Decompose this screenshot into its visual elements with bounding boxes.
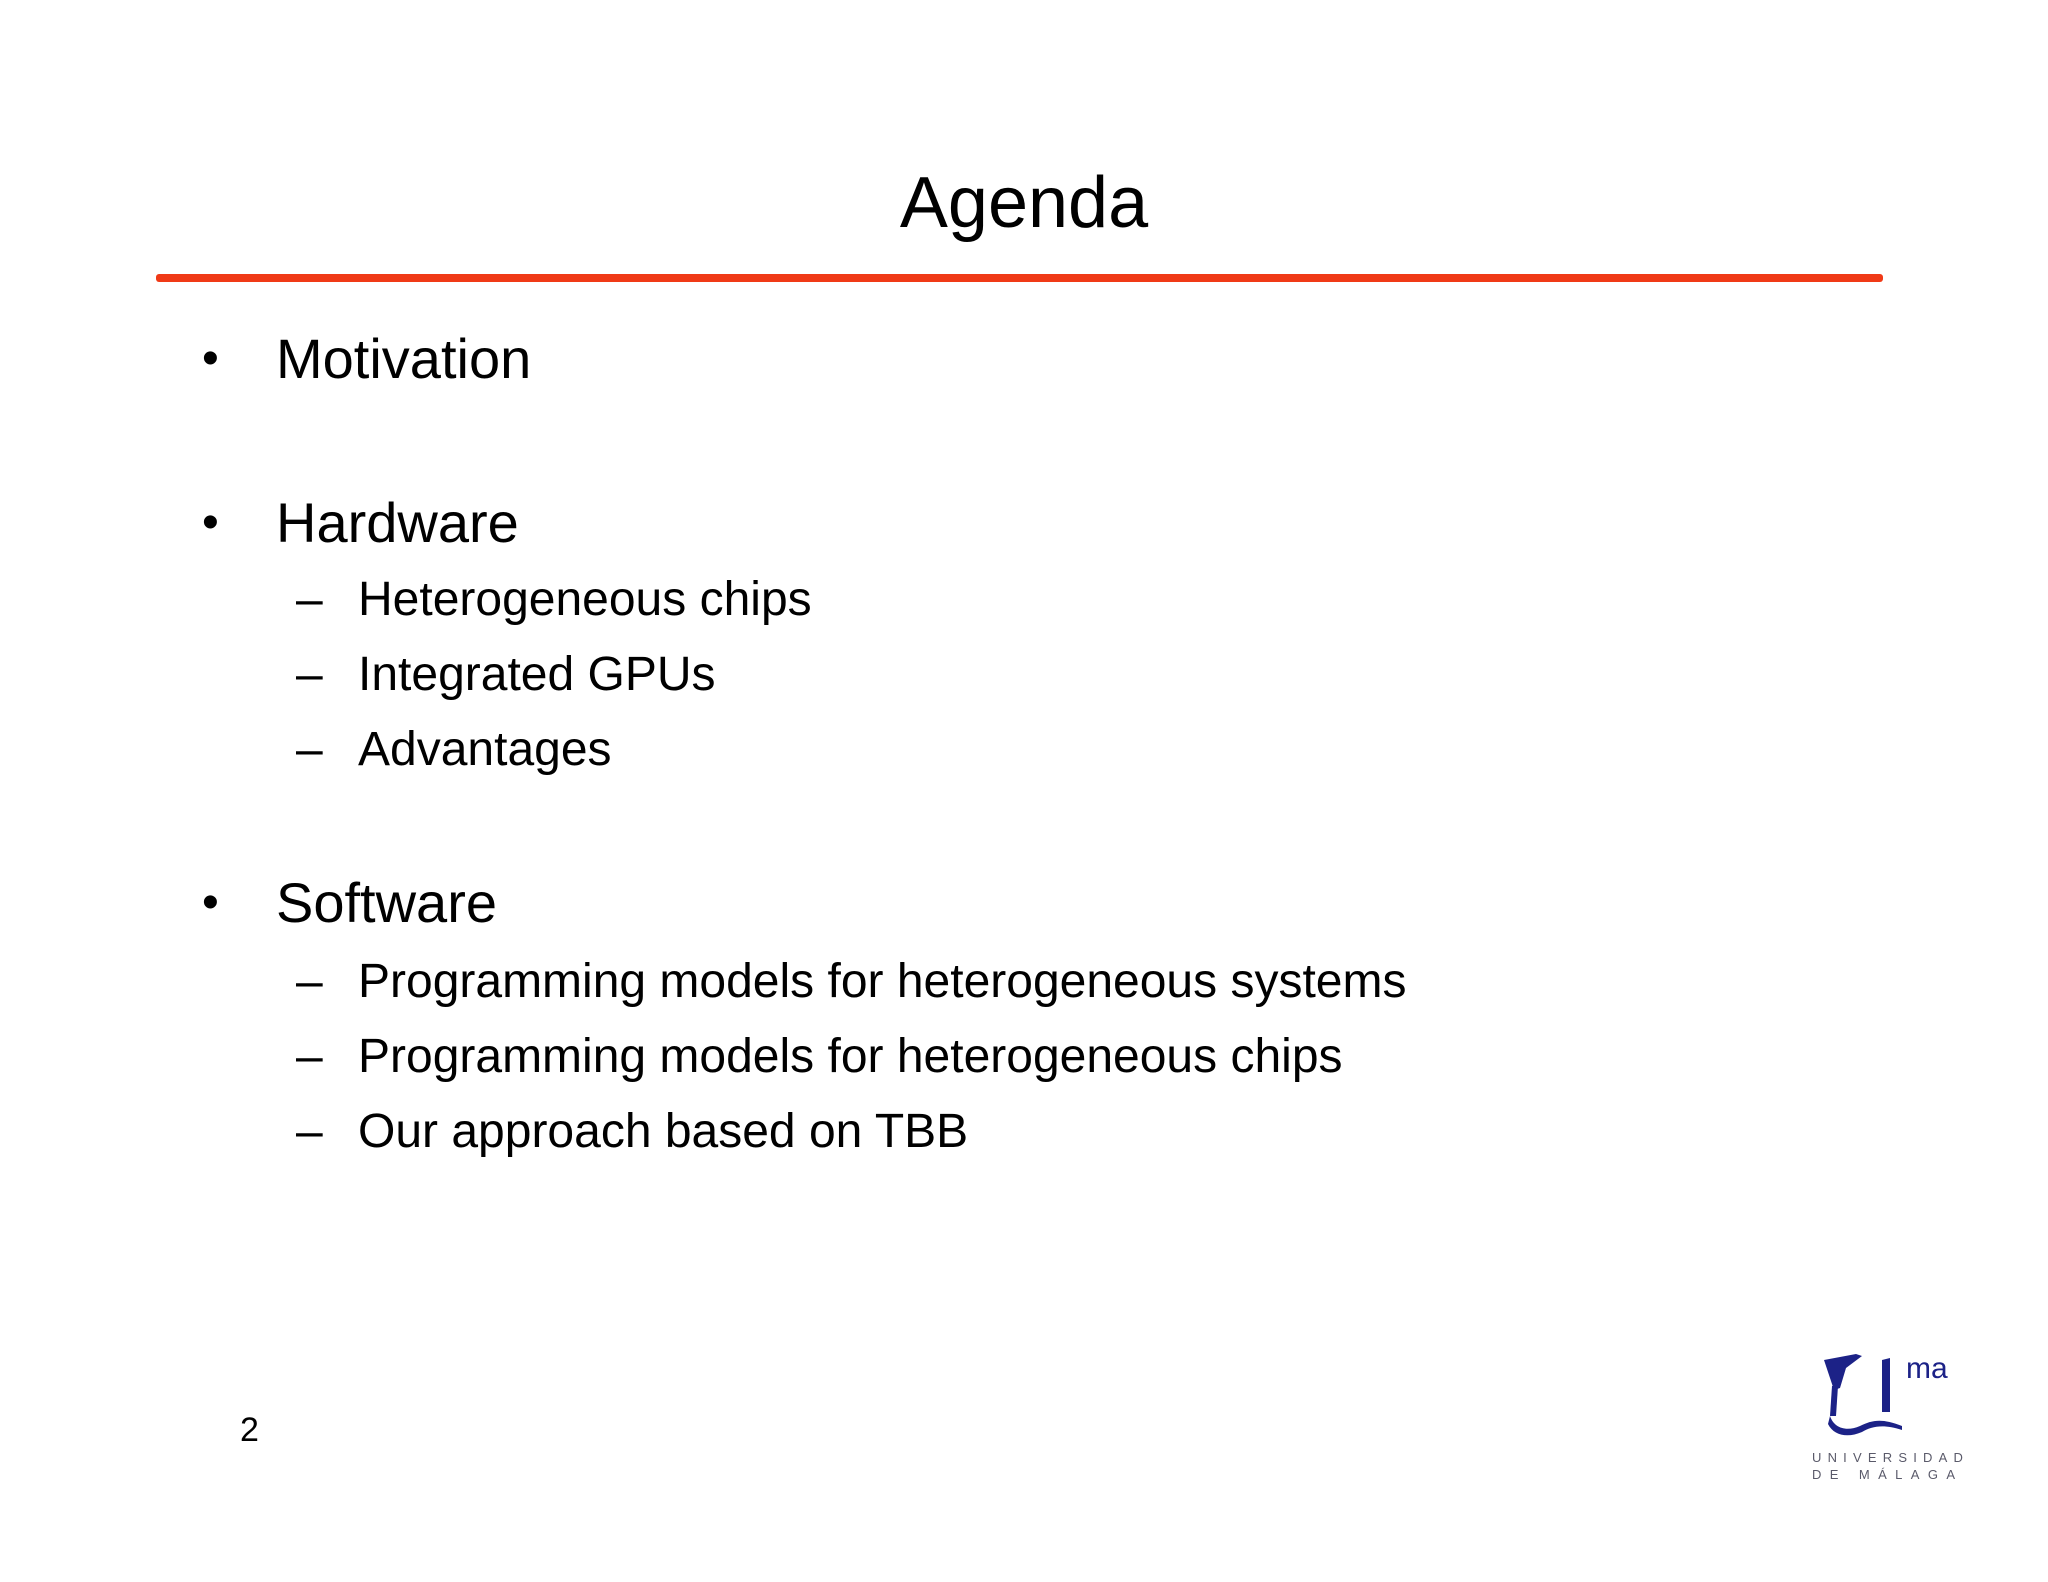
sub-item — [0, 645, 2048, 705]
sub-item-label: Our approach based on TBB — [358, 1105, 969, 1158]
sub-item — [0, 1027, 2048, 1087]
dash-icon: – — [296, 648, 323, 701]
dash-icon: – — [296, 955, 323, 1008]
sub-item — [0, 952, 2048, 1012]
page-number: 2 — [240, 1411, 259, 1449]
dash-icon: – — [296, 1030, 323, 1083]
sub-item-label: Programming models for heterogeneous systems — [358, 955, 1407, 1008]
sub-item — [0, 1102, 2048, 1162]
logo-text-line1: UNIVERSIDAD — [1812, 1450, 1970, 1465]
sub-item-label: Programming models for heterogeneous chips — [358, 1030, 1343, 1083]
bullet-icon: • — [202, 496, 219, 549]
dash-icon: – — [296, 1105, 323, 1158]
slide-title: Agenda — [899, 163, 1149, 243]
bullet-icon: • — [202, 332, 219, 385]
sub-item — [0, 570, 2048, 630]
sub-item-label: Advantages — [358, 723, 612, 776]
agenda-item-label: Hardware — [276, 491, 519, 554]
agenda-item-label: Motivation — [276, 327, 532, 390]
uma-logo-icon — [1810, 1346, 1960, 1456]
dash-icon: – — [296, 723, 323, 776]
title-underline — [156, 274, 1883, 282]
dash-icon: – — [296, 573, 323, 626]
logo-mark-text: ma — [1906, 1352, 1948, 1385]
agenda-item-label: Software — [276, 871, 497, 934]
bullet-icon: • — [202, 876, 219, 929]
sub-item-label: Heterogeneous chips — [358, 573, 812, 626]
sub-item-label: Integrated GPUs — [358, 648, 716, 701]
logo-text-line2: DE MÁLAGA — [1812, 1467, 1964, 1482]
sub-item — [0, 720, 2048, 780]
